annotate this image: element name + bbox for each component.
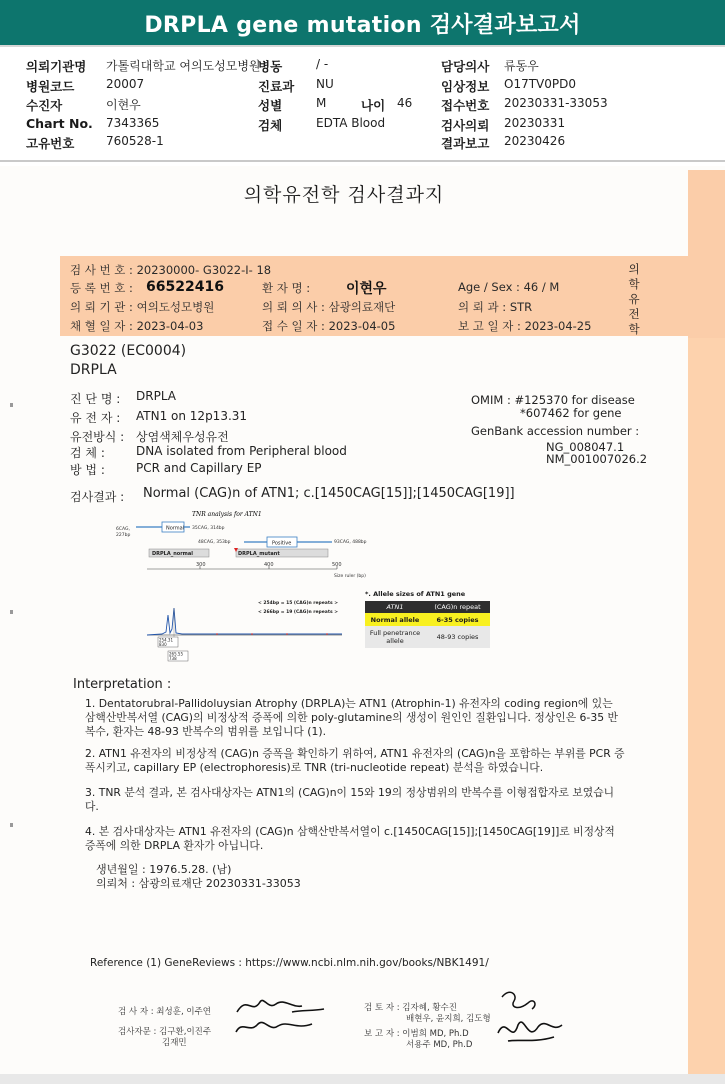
page-bottom-edge <box>0 1074 725 1084</box>
figure-note: 48CAG, 353bp <box>198 540 231 545</box>
margin-tick <box>10 610 13 614</box>
patient-name-label: 환 자 명 : <box>262 281 311 295</box>
allele-row: Full penetrance allele 48-93 copies <box>365 626 490 648</box>
normal-range-label: Normal <box>166 525 185 532</box>
requesting-doctor: 의 뢰 의 사 : 삼광의료재단 <box>262 300 396 314</box>
report-date: 보 고 일 자 : 2023-04-25 <box>458 319 592 333</box>
label-patient: 수진자 <box>26 98 63 113</box>
label-requesting-org: 의뢰기관명 <box>26 59 87 74</box>
signature-reviewer <box>488 985 568 1055</box>
label-hospital-code: 병원코드 <box>26 79 75 94</box>
bar-mutant-label: DRPLA_mutant <box>238 551 280 557</box>
result-label: 검사결과 : <box>70 490 125 504</box>
label-clinical-info: 임상정보 <box>441 79 490 94</box>
label-request-date: 검사의뢰 <box>441 118 490 133</box>
value-doctor: 류동우 <box>504 59 539 73</box>
value-requesting-org: 가톨릭대학교 여의도성모병원 <box>106 59 261 73</box>
interpretation-item: 2. ATN1 유전자의 비정상적 (CAG)n 증폭을 확인하기 위하여, ATN1 유전자의 (CAG)n을 포함하는 부위를 PCR 증폭시키고, capillary EP (electrophoresis)로 TNR (tri-nucleotide repeat) 분석을 하였습니다. <box>85 747 625 774</box>
value-patient: 이현우 <box>106 98 141 112</box>
label-specimen: 검체 <box>258 118 283 133</box>
advisor-names-2: 김재민 <box>162 1038 187 1048</box>
ruler-tick: 400 <box>264 562 274 568</box>
result-value: Normal (CAG)n of ATN1; c.[1450CAG[15]];[1450CAG[19]] <box>143 486 515 501</box>
registration-number: 66522416 <box>146 279 224 295</box>
peak-box-value: 265.55 <box>169 651 183 657</box>
reference: Reference (1) GeneReviews : https://www.ncbi.nlm.nih.gov/books/NBK1491/ <box>90 957 489 969</box>
detail-label: 검 체 : <box>70 446 105 460</box>
report-title: 의학유전학 검사결과지 <box>243 184 445 206</box>
interpretation-item: 4. 본 검사대상자는 ATN1 유전자의 (CAG)n 삼핵산반복서열이 c.[1450CAG[15]];[1450CAG[19]]로 비정상적 증폭에 의한 DRPLA 환자가 아닙니다. <box>85 825 615 852</box>
detail-value: DNA isolated from Peripheral blood <box>136 444 347 458</box>
positive-range-label: Positive <box>272 540 292 547</box>
reviewer-names-2: 배현우, 윤지희, 김도형 <box>406 1014 491 1024</box>
margin-tick <box>10 823 13 827</box>
allele-col-gene: ATN1 <box>386 603 404 611</box>
label-sex: 성별 <box>258 98 283 113</box>
right-margin-band <box>688 338 725 1074</box>
label-report-date: 결과보고 <box>441 136 490 151</box>
value-unique-no: 760528-1 <box>106 134 164 148</box>
value-ward: / - <box>316 57 329 71</box>
figure-note: 227bp <box>116 533 131 538</box>
collection-date: 채 혈 일 자 : 2023-04-03 <box>70 319 204 333</box>
label-ward: 병동 <box>258 59 283 74</box>
interpretation-item: 1. Dentatorubral-Pallidoluysian Atrophy (DRPLA)는 ATN1 (Atrophin-1) 유전자의 coding region에 있는 삼핵산반복서열 (CAG)의 비정상적 증폭에 의한 poly-glutamine의 생성이 원인인 질환입니다. 정상인은 6-35 반복수, 환자는 48-93 반복수의 범위를 보입니다 (1). <box>85 697 618 738</box>
report-banner-title: DRPLA gene mutation 검사결과보고서 <box>144 13 581 38</box>
test-name: DRPLA <box>70 362 117 378</box>
report-banner <box>0 0 725 47</box>
figure-note: 35CAG, 314bp <box>192 526 225 531</box>
genbank-ng: NG_008047.1 <box>546 440 625 454</box>
ruler-tick: 500 <box>332 562 342 568</box>
peak-box-value: 254.31 <box>159 637 173 643</box>
detail-value: PCR and Capillary EP <box>136 461 262 475</box>
interpretation-item: 3. TNR 분석 결과, 본 검사대상자는 ATN1의 (CAG)n이 15와 19의 정상범위의 반복수를 이형접합자로 보였습니다. <box>85 786 615 813</box>
detail-label: 방 법 : <box>70 463 105 477</box>
detail-label: 유 전 자 : <box>70 411 121 425</box>
value-request-date: 20230331 <box>504 116 566 130</box>
figure-title: TNR analysis for ATN1 <box>192 511 262 518</box>
margin-tick <box>10 403 13 407</box>
label-unique-no: 고유번호 <box>26 136 75 151</box>
value-hospital-code: 20007 <box>106 77 145 91</box>
omim-disease: OMIM : #125370 for disease <box>471 393 635 407</box>
detail-value: ATN1 on 12p13.31 <box>136 409 248 423</box>
age-sex: Age / Sex : 46 / M <box>458 280 560 294</box>
value-sex: M <box>316 96 327 110</box>
peak-annotation: < 254bp = 15 (CAG)n repeats > <box>258 601 339 606</box>
value-age: 46 <box>397 96 413 110</box>
value-accession-no: 20230331-33053 <box>504 96 608 110</box>
reviewer-names: 검 토 자 : 김자혜, 황수진 <box>364 1003 457 1013</box>
patient-name: 이현우 <box>346 281 387 297</box>
label-age: 나이 <box>361 98 386 113</box>
detail-label: 유전방식 : <box>70 430 125 444</box>
peak-box-value: 738 <box>169 656 177 661</box>
requester-info: 의뢰처 : 삼광의료재단 20230331-33053 <box>96 877 301 890</box>
ruler-label: Size ruler (bp) <box>334 574 366 579</box>
peak-box-value: 830 <box>159 642 167 647</box>
registration-label: 등 록 번 호 : <box>70 281 133 295</box>
tester-names: 검 사 자 : 최성훈, 이주연 <box>118 1007 211 1017</box>
interpretation-title: Interpretation : <box>73 677 172 692</box>
requesting-org: 의 뢰 기 관 : 여의도성모병원 <box>70 300 215 314</box>
label-chart-no: Chart No. <box>26 116 93 131</box>
allele-size-table <box>365 590 490 648</box>
label-doctor: 담당의사 <box>441 59 490 74</box>
value-report-date: 20230426 <box>504 134 566 148</box>
detail-value: 상염색체우성유전 <box>136 430 229 444</box>
allele-table-title: *. Allele sizes of ATN1 gene <box>365 590 466 598</box>
reporter-names: 보 고 자 : 이범희 MD, Ph.D <box>364 1029 469 1039</box>
value-chart-no: 7343365 <box>106 116 160 130</box>
allele-row: Normal allele 6-35 copies <box>365 613 490 626</box>
value-department: NU <box>316 77 334 91</box>
omim-gene: *607462 for gene <box>520 406 622 420</box>
birth-date: 생년월일 : 1976.5.28. (남) <box>96 863 232 876</box>
request-info-panel <box>0 50 725 162</box>
figure-note: 6CAG, <box>116 527 130 532</box>
genbank-label: GenBank accession number : <box>471 424 640 438</box>
test-code: G3022 (EC0004) <box>70 343 187 359</box>
value-clinical-info: O17TV0PD0 <box>504 77 576 91</box>
advisor-names: 검사자문 : 김구환,이진주 <box>118 1027 212 1037</box>
requesting-dept: 의 뢰 과 : STR <box>458 300 533 314</box>
detail-label: 진 단 명 : <box>70 392 121 406</box>
value-specimen: EDTA Blood <box>316 116 386 130</box>
ruler-tick: 300 <box>196 562 206 568</box>
reporter-names-2: 서용주 MD, Ph.D <box>406 1040 473 1050</box>
allele-col-repeat: (CAG)n repeat <box>434 603 481 611</box>
peak-annotation: < 266bp = 19 (CAG)n repeats > <box>258 610 339 615</box>
detail-value: DRPLA <box>136 389 176 403</box>
side-color-strip <box>688 170 725 338</box>
signature-tester <box>232 990 332 1040</box>
receipt-date: 접 수 일 자 : 2023-04-05 <box>262 319 396 333</box>
label-accession-no: 접수번호 <box>441 98 490 113</box>
genbank-nm: NM_001007026.2 <box>546 452 648 466</box>
figure-note: 93CAG, 488bp <box>334 540 367 545</box>
test-number: 검 사 번 호 : 20230000- G3022-I- 18 <box>70 263 272 277</box>
side-vertical-label: 의 학 유 전 학 <box>628 262 640 336</box>
label-department: 진료과 <box>258 79 295 94</box>
bar-normal-label: DRPLA_normal <box>152 551 193 557</box>
